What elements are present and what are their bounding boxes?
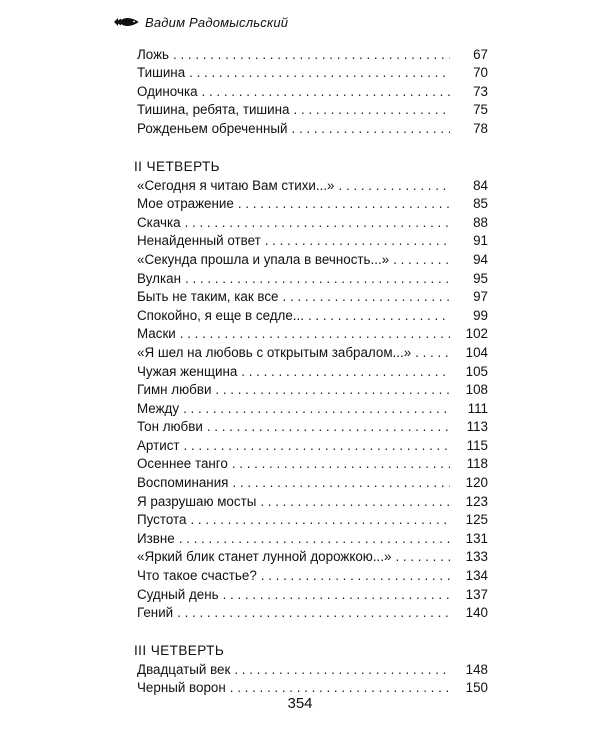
toc-entry xyxy=(137,660,488,679)
section-three-list xyxy=(137,660,488,697)
entry-page: 84 xyxy=(473,177,488,193)
entry-page: 105 xyxy=(465,363,488,379)
entry-page: 108 xyxy=(465,382,488,398)
section-title-quarter-2: II ЧЕТВЕРТЬ xyxy=(134,158,220,174)
entry-page: 125 xyxy=(465,512,488,528)
entry-title: Тишина xyxy=(137,65,186,81)
entry-title: Двадцатый век xyxy=(137,661,231,677)
entry-page: 148 xyxy=(465,661,488,677)
toc-entry xyxy=(137,288,488,307)
dot-leader xyxy=(223,586,450,604)
toc-entry xyxy=(137,418,488,437)
entry-title: «Яркий блик станет лунной дорожкою...» xyxy=(137,549,392,565)
running-header xyxy=(113,12,288,32)
entry-page: 113 xyxy=(466,419,488,435)
entry-title: Извне xyxy=(137,530,175,546)
entry-page: 118 xyxy=(466,456,488,472)
dot-leader xyxy=(232,455,450,473)
section-two-list xyxy=(137,176,488,622)
entry-page: 133 xyxy=(465,549,488,565)
entry-title: Гений xyxy=(137,605,174,621)
dot-leader xyxy=(415,344,450,362)
entry-title: Тон любви xyxy=(137,419,203,435)
entry-page: 131 xyxy=(465,530,488,546)
entry-page: 75 xyxy=(473,102,488,118)
toc-entry xyxy=(137,45,488,64)
entry-title: Рожденьем обреченный xyxy=(137,120,288,136)
toc-entry xyxy=(137,343,488,362)
entry-title: Воспоминания xyxy=(137,475,229,491)
entry-title: Скачка xyxy=(137,214,181,230)
dot-leader xyxy=(232,474,450,492)
entry-title: Тишина, ребята, тишина xyxy=(137,102,290,118)
entry-page: 94 xyxy=(473,251,488,267)
toc-entry xyxy=(137,213,488,232)
toc-entry xyxy=(137,381,488,400)
toc-entry xyxy=(137,101,488,120)
entry-title: Между xyxy=(137,400,180,416)
dot-leader xyxy=(294,101,451,119)
toc-entry xyxy=(137,492,488,511)
entry-page: 120 xyxy=(465,475,488,491)
toc-entry xyxy=(137,325,488,344)
entry-title: Судный день xyxy=(137,586,219,602)
dot-leader xyxy=(173,46,450,64)
page-number: 354 xyxy=(287,695,313,712)
entry-page: 102 xyxy=(465,326,488,342)
entry-page: 85 xyxy=(473,196,488,212)
dot-leader xyxy=(393,251,450,269)
dot-leader xyxy=(339,177,450,195)
entry-title: Ненайденный ответ xyxy=(137,233,261,249)
entry-page: 70 xyxy=(473,65,488,81)
table-of-contents xyxy=(134,45,488,697)
entry-page: 111 xyxy=(467,400,488,416)
dot-leader xyxy=(189,64,450,82)
fish-ornament-icon xyxy=(113,16,139,28)
entry-title: Спокойно, я еще в седле... xyxy=(137,307,304,323)
toc-entry xyxy=(137,473,488,492)
entry-title: Я разрушаю мосты xyxy=(137,493,257,509)
dot-leader xyxy=(184,437,450,455)
dot-leader xyxy=(283,288,450,306)
entry-page: 150 xyxy=(465,680,488,696)
toc-entry xyxy=(137,119,488,138)
toc-entry xyxy=(137,250,488,269)
entry-title: Одиночка xyxy=(137,83,198,99)
toc-entry xyxy=(137,362,488,381)
entry-page: 78 xyxy=(473,120,488,136)
entry-page: 137 xyxy=(465,586,488,602)
entry-page: 67 xyxy=(473,46,488,62)
entry-page: 123 xyxy=(465,493,488,509)
dot-leader xyxy=(265,232,450,250)
dot-leader xyxy=(185,270,450,288)
entry-title: Осеннее танго xyxy=(137,456,228,472)
author-name: Вадим Радомысльский xyxy=(145,14,289,30)
entry-page: 104 xyxy=(465,344,488,360)
entry-title: Что такое счастье? xyxy=(137,568,257,584)
dot-leader xyxy=(260,493,450,511)
toc-entry xyxy=(137,566,488,585)
toc-entry xyxy=(137,455,488,474)
entry-title: Гимн любви xyxy=(137,382,212,398)
entry-page: 140 xyxy=(465,605,488,621)
dot-leader xyxy=(395,548,450,566)
toc-entry xyxy=(137,64,488,83)
entry-title: Мое отражение xyxy=(137,196,234,212)
toc-entry xyxy=(137,232,488,251)
toc-entry xyxy=(137,399,488,418)
toc-entry xyxy=(137,436,488,455)
dot-leader xyxy=(261,567,450,585)
dot-leader xyxy=(202,83,450,101)
entry-title: Маски xyxy=(137,326,176,342)
dot-leader xyxy=(180,325,450,343)
section-one-list xyxy=(137,45,488,138)
entry-title: Черный ворон xyxy=(137,680,226,696)
dot-leader xyxy=(215,381,450,399)
toc-entry xyxy=(137,176,488,195)
dot-leader xyxy=(241,363,450,381)
entry-title: Артист xyxy=(137,437,180,453)
dot-leader xyxy=(292,120,451,138)
entry-page: 99 xyxy=(473,307,488,323)
dot-leader xyxy=(185,214,450,232)
dot-leader xyxy=(190,511,450,529)
entry-title: Вулкан xyxy=(137,270,181,286)
entry-title: Ложь xyxy=(137,46,170,62)
entry-title: Чужая женщина xyxy=(137,363,238,379)
toc-entry xyxy=(137,548,488,567)
entry-page: 134 xyxy=(465,568,488,584)
dot-leader xyxy=(179,530,450,548)
dot-leader xyxy=(207,418,450,436)
toc-entry xyxy=(137,195,488,214)
entry-page: 115 xyxy=(466,437,488,453)
dot-leader xyxy=(177,604,450,622)
toc-entry xyxy=(137,604,488,623)
dot-leader xyxy=(234,661,450,679)
entry-page: 73 xyxy=(473,83,488,99)
dot-leader xyxy=(183,400,450,418)
entry-title: «Секунда прошла и упала в вечность...» xyxy=(137,251,390,267)
section-title-quarter-3: III ЧЕТВЕРТЬ xyxy=(134,643,225,659)
entry-title: «Сегодня я читаю Вам стихи...» xyxy=(137,177,335,193)
entry-title: Пустота xyxy=(137,512,187,528)
toc-entry xyxy=(137,585,488,604)
entry-title: «Я шел на любовь с открытым забралом...» xyxy=(137,344,412,360)
entry-page: 97 xyxy=(473,289,488,305)
toc-entry xyxy=(137,529,488,548)
dot-leader xyxy=(308,307,450,325)
toc-entry xyxy=(137,269,488,288)
toc-entry xyxy=(137,82,488,101)
entry-title: Быть не таким, как все xyxy=(137,289,279,305)
entry-page: 91 xyxy=(473,233,488,249)
entry-page: 95 xyxy=(473,270,488,286)
entry-page: 88 xyxy=(473,214,488,230)
toc-entry xyxy=(137,511,488,530)
dot-leader xyxy=(238,195,450,213)
toc-entry xyxy=(137,306,488,325)
